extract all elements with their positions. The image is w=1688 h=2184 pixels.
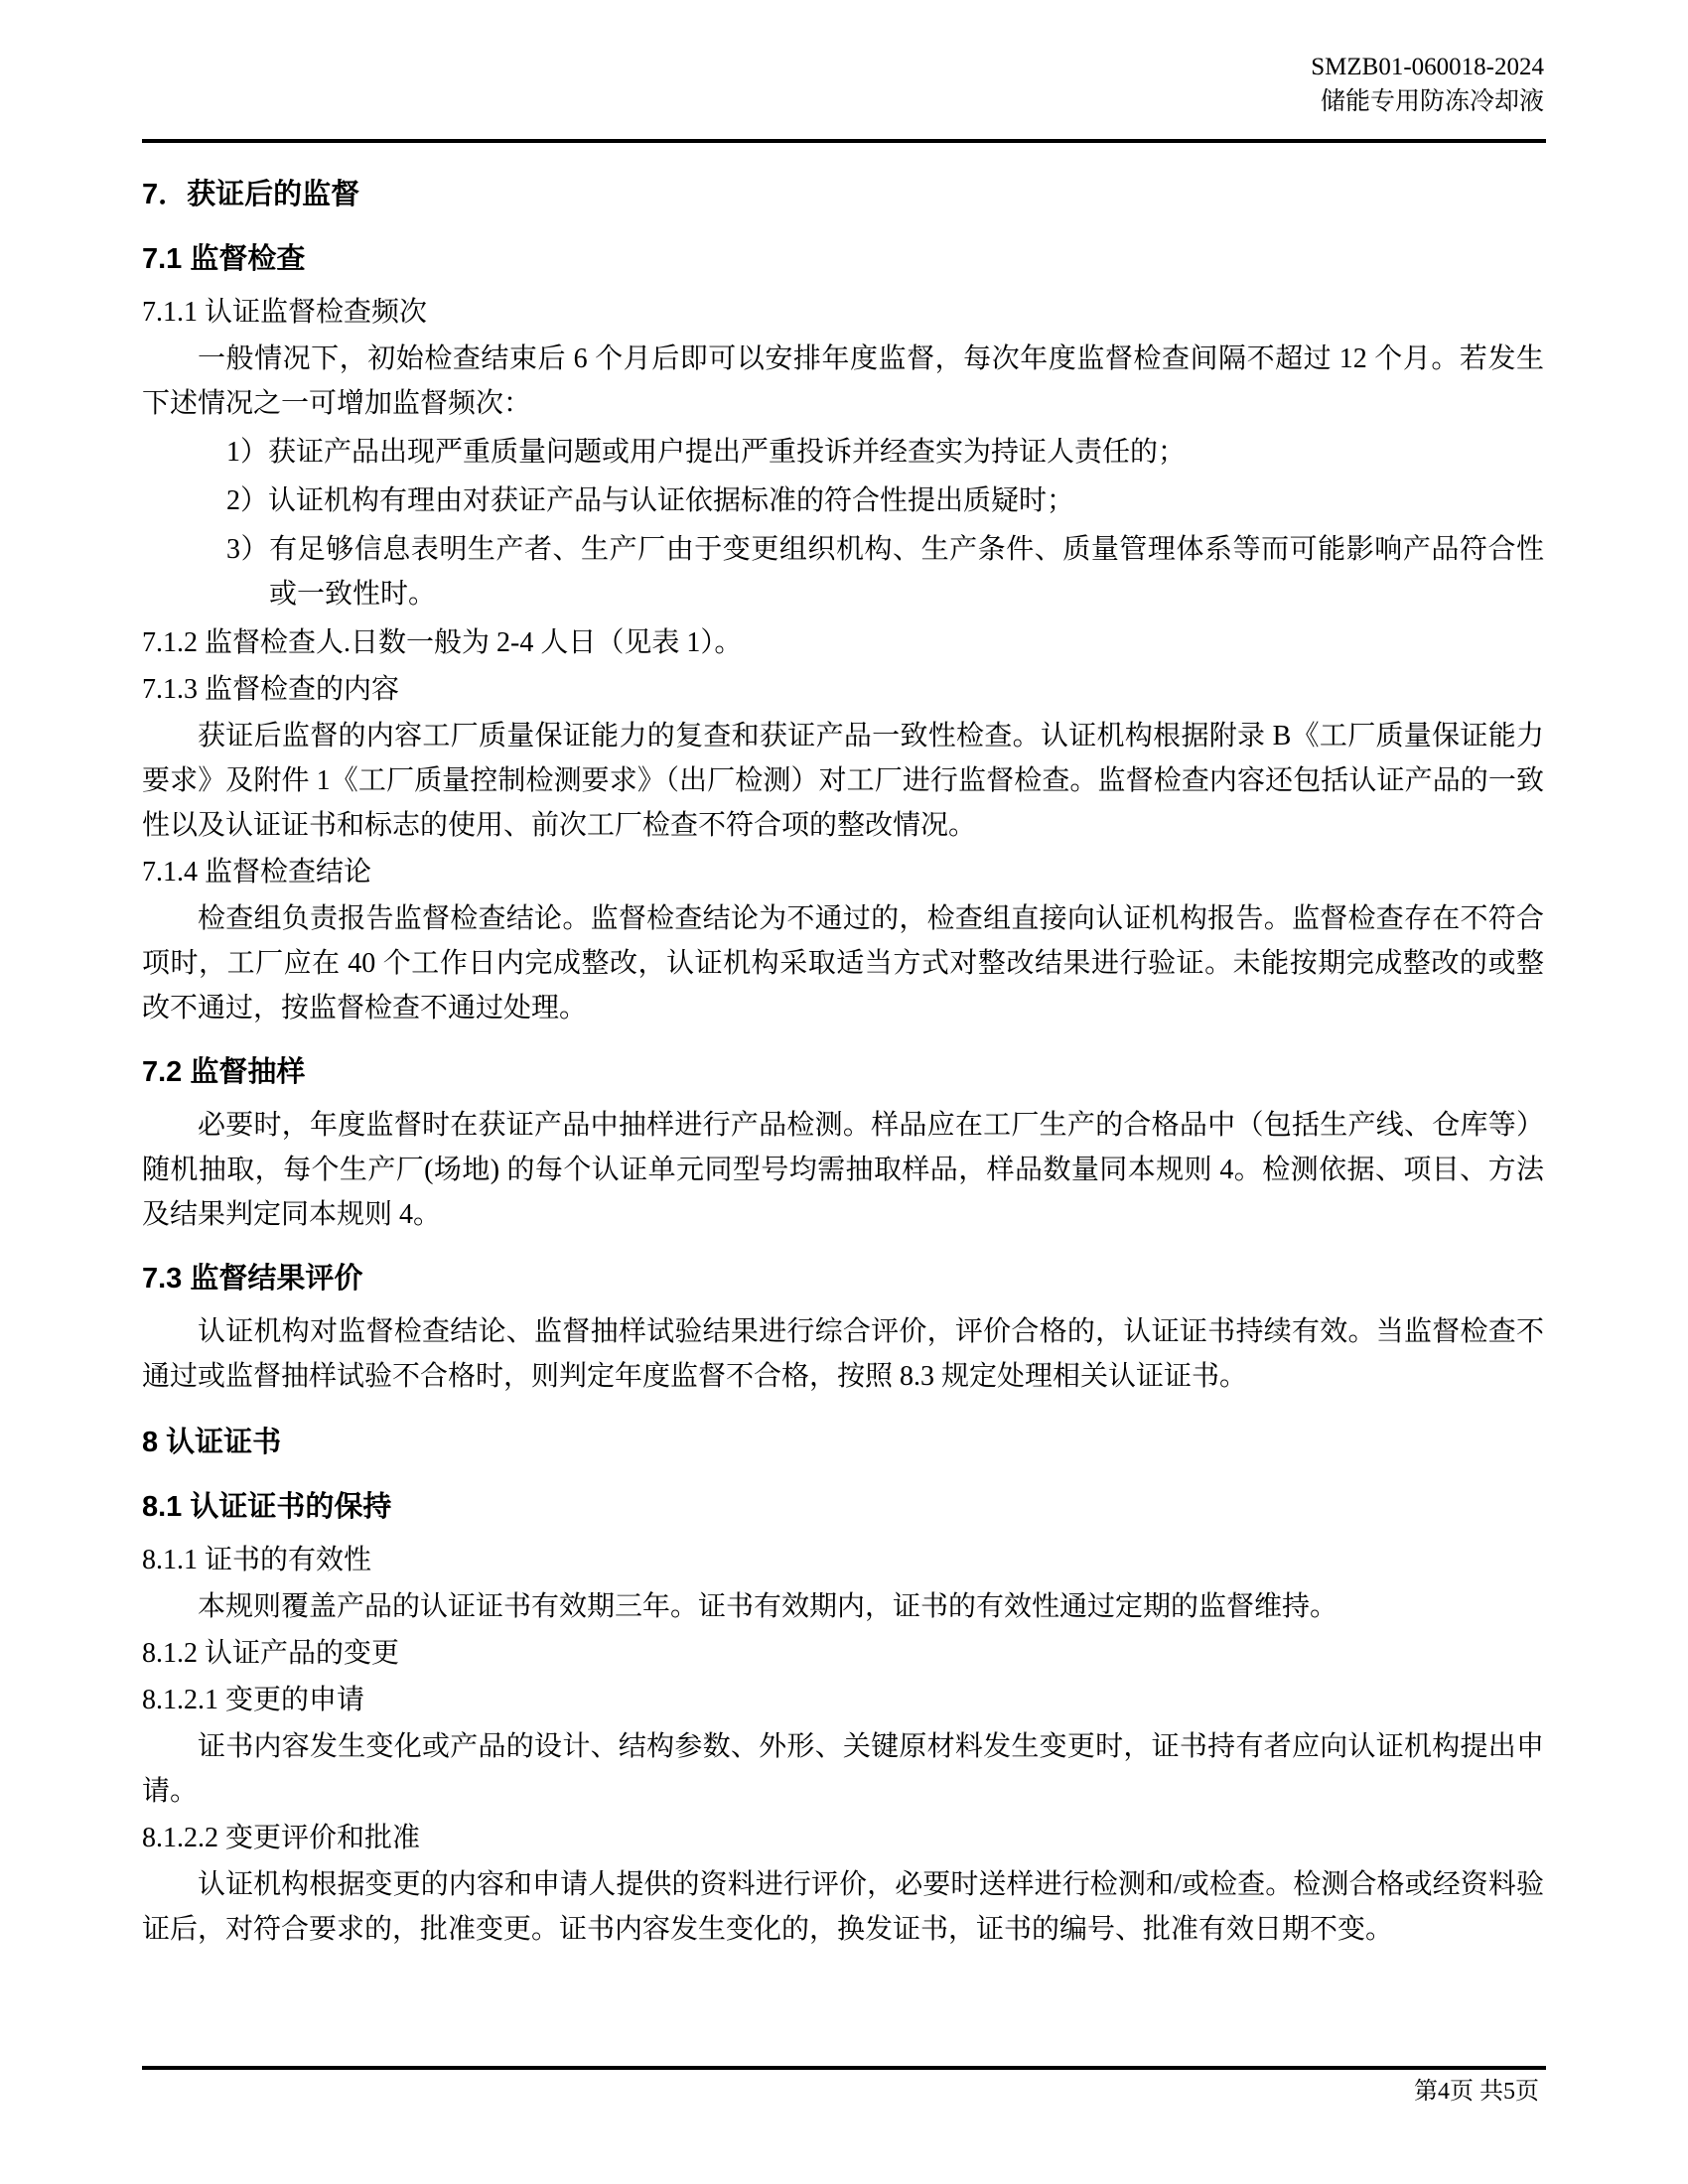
list-item-2: 2）认证机构有理由对获证产品与认证依据标准的符合性提出质疑时； xyxy=(226,485,1075,516)
section-heading-7-2: 7.2 监督抽样 xyxy=(142,1056,306,1088)
paragraph: 一般情况下，初始检查结束后 6 个月后即可以安排年度监督，每次年度监督检查间隔不超过 12 个月。若发生下述情况之一可增加监督频次： xyxy=(142,343,1544,419)
page-header xyxy=(142,50,1544,119)
footer-rule xyxy=(142,2066,1546,2070)
paragraph: 必要时，年度监督时在获证产品中抽样进行产品检测。样品应在工厂生产的合格品中（包括生产线、仓库等）随机抽取，每个生产厂(场地) 的每个认证单元同型号均需抽取样品，样品数量同本规则 4。检测依据、项目、方法及结果判定同本规则 4。 xyxy=(142,1110,1544,1230)
subsection-7-1-3: 7.1.3 监督检查的内容 xyxy=(142,674,400,705)
list-item-1: 1）获证产品出现严重质量问题或用户提出严重投诉并经查实为持证人责任的； xyxy=(226,437,1187,468)
section-heading-8: 8 认证证书 xyxy=(142,1427,282,1458)
paragraph: 认证机构根据变更的内容和申请人提供的资料进行评价，必要时送样进行检测和/或检查。检测合格或经资料验证后，对符合要求的，批准变更。证书内容发生变化的，换发证书，证书的编号、批准有效日期不变。 xyxy=(142,1869,1544,1945)
paragraph: 本规则覆盖产品的认证证书有效期三年。证书有效期内，证书的有效性通过定期的监督维持。 xyxy=(198,1591,1338,1622)
doc-title: 储能专用防冻冷却液 xyxy=(1320,88,1544,115)
section-heading-8-1: 8.1 认证证书的保持 xyxy=(142,1491,392,1523)
subsection-7-1-1: 7.1.1 认证监督检查频次 xyxy=(142,297,428,328)
subsection-8-1-1: 8.1.1 证书的有效性 xyxy=(142,1545,372,1575)
section-heading-7-3: 7.3 监督结果评价 xyxy=(142,1263,363,1295)
subsection-8-1-2-1: 8.1.2.1 变更的申请 xyxy=(142,1685,365,1715)
paragraph: 认证机构对监督检查结论、监督抽样试验结果进行综合评价，评价合格的，认证证书持续有效。当监督检查不通过或监督抽样试验不合格时，则判定年度监督不合格，按照 8.3 规定处理相关认证证书。 xyxy=(142,1316,1544,1392)
subsection-8-1-2-2: 8.1.2.2 变更评价和批准 xyxy=(142,1823,421,1853)
document-body xyxy=(142,151,1544,1952)
doc-number: SMZB01-060018-2024 xyxy=(1311,54,1544,80)
subsection-7-1-4: 7.1.4 监督检查结论 xyxy=(142,857,372,887)
section-heading-7-1: 7.1 监督检查 xyxy=(142,243,306,275)
paragraph: 检查组负责报告监督检查结论。监督检查结论为不通过的，检查组直接向认证机构报告。监督检查存在不符合项时，工厂应在 40 个工作日内完成整改，认证机构采取适当方式对整改结果进行验证。未能按期完成整改的或整改不通过，按监督检查不通过处理。 xyxy=(142,903,1544,1024)
subsection-8-1-2: 8.1.2 认证产品的变更 xyxy=(142,1638,400,1669)
header-rule xyxy=(142,139,1546,143)
paragraph: 证书内容发生变化或产品的设计、结构参数、外形、关键原材料发生变更时，证书持有者应向认证机构提出申请。 xyxy=(142,1731,1544,1807)
paragraph: 获证后监督的内容工厂质量保证能力的复查和获证产品一致性检查。认证机构根据附录 B《工厂质量保证能力要求》及附件 1《工厂质量控制检测要求》（出厂检测）对工厂进行监督检查。监督检查内容还包括认证产品的一致性以及认证证书和标志的使用、前次工厂检查不符合项的整改情况。 xyxy=(142,721,1544,841)
subsection-7-1-2: 7.1.2 监督检查人.日数一般为 2-4 人日（见表 1）。 xyxy=(142,627,743,658)
section-heading-7: 7．获证后的监督 xyxy=(142,179,360,210)
page-number: 第4页 共5页 xyxy=(1414,2079,1539,2105)
list-item-3: 3）有足够信息表明生产者、生产厂由于变更组织机构、生产条件、质量管理体系等而可能影响产品符合性或一致性时。 xyxy=(226,534,1544,610)
page-footer xyxy=(1414,2075,1539,2109)
